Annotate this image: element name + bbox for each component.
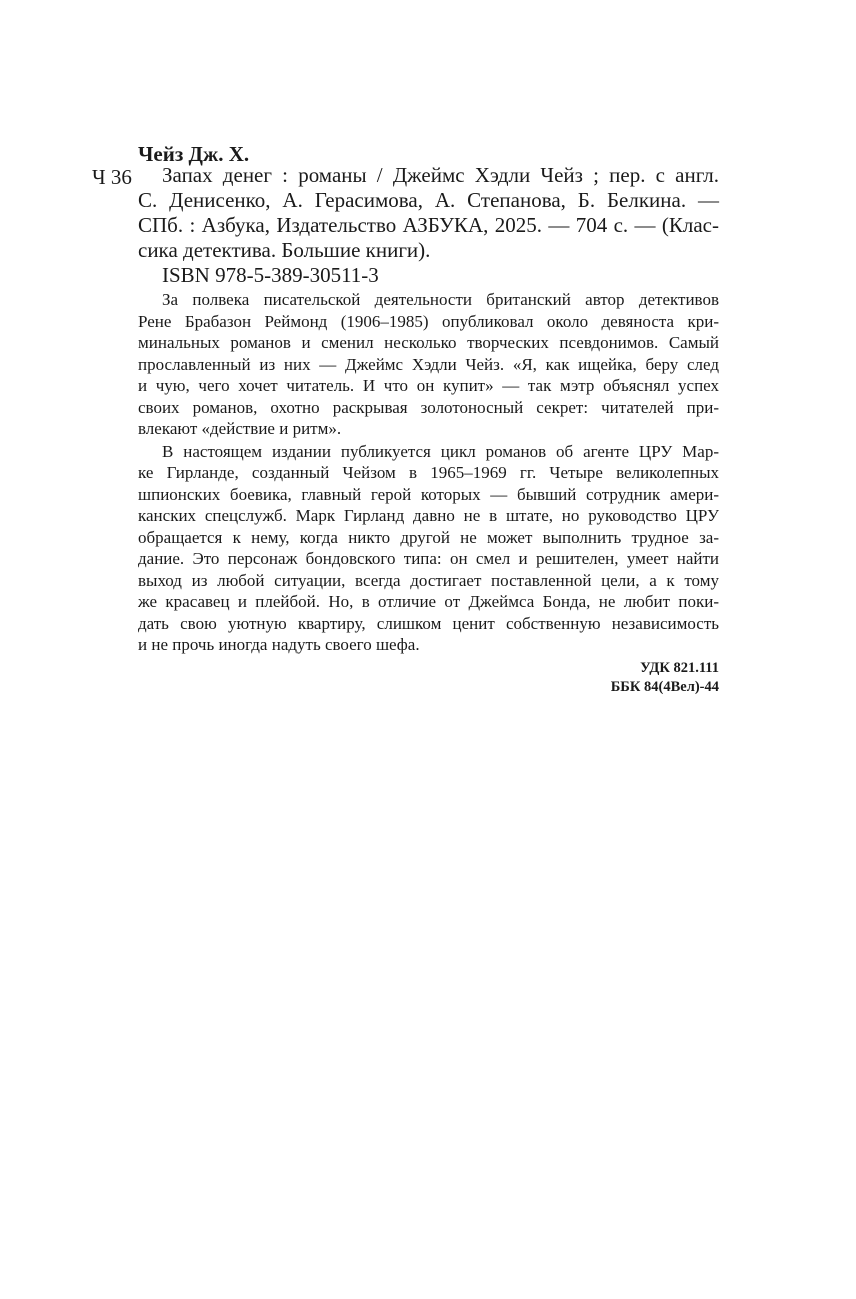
classification-code: Ч 36: [92, 165, 132, 189]
annotation-line: В настоящем издании публикуется цикл романов об агенте ЦРУ Мар-: [162, 442, 719, 461]
annotation-line: и не прочь иногда надуть своего шефа.: [138, 635, 420, 654]
annotation-line: Рене Брабазон Реймонд (1906–1985) опубликовал около девяноста кри-: [138, 312, 719, 331]
annotation-line: влекают «действие и ритм».: [138, 419, 342, 438]
annotation-line: дание. Это персонаж бондовского типа: он смел и решителен, умеет найти: [138, 549, 719, 568]
author-heading: Чейз Дж. Х.: [138, 142, 250, 166]
annotation-line: канских спецслужб. Марк Гирланд давно не в штате, но руководство ЦРУ: [138, 506, 719, 525]
annotation-line: же красавец и плейбой. Но, в отличие от Джеймса Бонда, не любит поки-: [138, 592, 719, 611]
annotation-line: обращается к нему, когда никто другой не может выполнить трудное за-: [138, 528, 719, 547]
annotation-line: выход из любой ситуации, всегда достигает поставленной цели, а к тому: [138, 571, 719, 590]
annotation-line: За полвека писательской деятельности британский автор детективов: [162, 290, 719, 309]
annotation-line: минальных романов и сменил несколько творческих псевдонимов. Самый: [138, 333, 719, 352]
annotation-line: шпионских боевика, главный герой которых — бывший сотрудник амери-: [138, 485, 719, 504]
bib-line-1: Запах денег : романы / Джеймс Хэдли Чейз ; пер. с англ.: [162, 163, 719, 187]
bbk-code: ББК 84(4Вел)-44: [610, 679, 719, 695]
annotation-line: ке Гирланде, созданный Чейзом в 1965–1969 гг. Четыре великолепных: [138, 463, 719, 482]
annotation-line: своих романов, охотно раскрывая золотоносный секрет: читателей при-: [138, 398, 719, 417]
annotation-line: прославленный из них — Джеймс Хэдли Чейз. «Я, как ищейка, беру след: [138, 355, 719, 374]
bib-line-2: С. Денисенко, А. Герасимова, А. Степанова, Б. Белкина. —: [138, 188, 719, 212]
isbn: ISBN 978-5-389-30511-3: [162, 263, 379, 287]
bib-line-4: сика детектива. Большие книги).: [138, 238, 431, 262]
bib-line-3: СПб. : Азбука, Издательство АЗБУКА, 2025. — 704 с. — (Клас-: [138, 213, 719, 237]
annotation-line: и чую, чего хочет читатель. И что он купит» — так мэтр объяснял успех: [138, 376, 719, 395]
udk-code: УДК 821.111: [640, 660, 719, 676]
annotation-line: дать свою уютную квартиру, слишком ценит собственную независимость: [138, 614, 719, 633]
